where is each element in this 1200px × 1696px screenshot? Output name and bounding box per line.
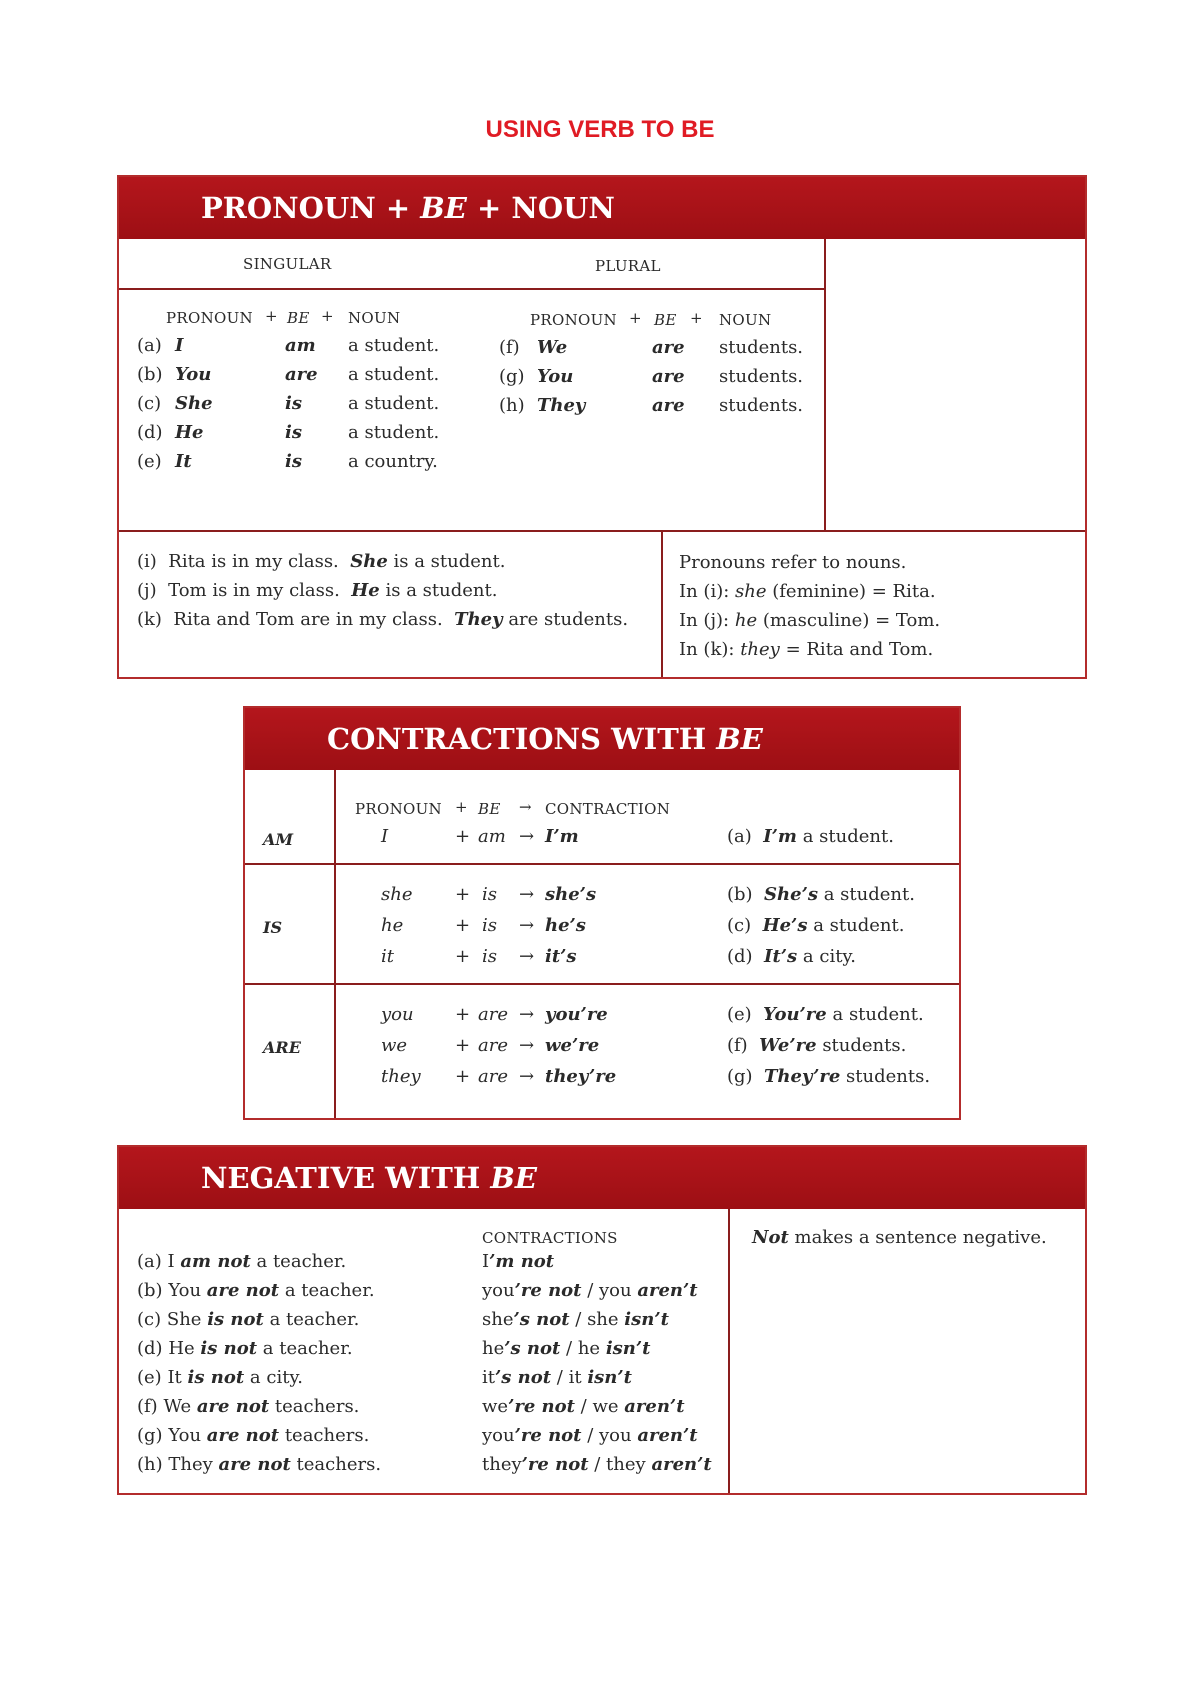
pronoun-be-noun-chart: PRONOUN + BE + NOUN SINGULAR PLURAL PRONOUN + BE + NOUN PRONOUN + BE + NOUN (a) I am a student. (b) You are a student. (c) She is a student. (d) He is a student. (e) It is a country. (f) We are students. (g) You are students. (h) They are students. (i) Rita is in my class. She is a student. (j) Tom is in my class. He is a student. (k) Rita and Tom are in my class. They are students. Pronouns refer to nouns. In (i): she (feminine) = Rita. In (j): he (masculine) = Tom. In (k): they = Rita and Tom. <box>117 175 1087 679</box>
col-head-be: BE <box>287 309 310 327</box>
col-head-pronoun: PRONOUN <box>166 309 253 327</box>
contractions-chart: CONTRACTIONS WITH BE PRONOUN + BE → CONTRACTION AM IS ARE I + am → I’m (a) I’m a student. she + is → she’s (b) She’s a student. he + is → he’s (c) He’s a student. it + is → it’s (d) It’s a city. you + are → you’re (e) You’re a student. we + are → we’re (f) We’re students. they + are → they’re (g) They’re students. <box>243 706 961 1120</box>
arrow-icon: → <box>519 884 535 905</box>
example-sentence: (k) Rita and Tom are in my class. They are students. <box>137 609 629 630</box>
note-text: Not makes a sentence negative. <box>752 1227 1047 1248</box>
col-head-plus: + <box>690 309 703 327</box>
group-label-am: AM <box>263 830 294 849</box>
contractions-label: CONTRACTIONS <box>482 1229 618 1247</box>
group-label-is: IS <box>263 918 283 937</box>
arrow-icon: → <box>519 915 535 936</box>
arrow-icon: → <box>519 798 532 816</box>
note-text: In (j): he (masculine) = Tom. <box>679 610 941 631</box>
arrow-icon: → <box>519 826 535 847</box>
example-sentence: (j) Tom is in my class. He is a student. <box>137 580 498 601</box>
col-head-be: BE <box>478 800 501 818</box>
col-head-plus: + <box>455 798 468 816</box>
note-text: Pronouns refer to nouns. <box>679 552 907 573</box>
section-header: PRONOUN + BE + NOUN <box>119 177 1085 239</box>
page-title: USING VERB TO BE <box>485 116 715 143</box>
negative-chart: NEGATIVE WITH BE CONTRACTIONS Not makes a sentence negative. (a) I am not a teacher. I’m not (b) You are not a teacher. you’re not / you aren’t (c) She is not a teacher. she’s not / she isn’t (d) He is not a teacher. he’s not / he isn’t (e) It is not a city. it’s not / it isn’t (f) We are not teachers. we’re not / we aren’t (g) You are not teachers. you’re not / you aren’t (h) They are not teachers. they’re not / they aren’t <box>117 1145 1087 1495</box>
note-text: In (i): she (feminine) = Rita. <box>679 581 936 602</box>
col-head-pronoun: PRONOUN <box>530 311 617 329</box>
singular-label: SINGULAR <box>243 255 332 273</box>
section-header: CONTRACTIONS WITH BE <box>245 708 959 770</box>
col-head-plus: + <box>265 307 278 325</box>
note-text: In (k): they = Rita and Tom. <box>679 639 934 660</box>
group-label-are: ARE <box>263 1038 301 1057</box>
col-head-contraction: CONTRACTION <box>545 800 671 818</box>
arrow-icon: → <box>519 1004 535 1025</box>
col-head-noun: NOUN <box>348 309 401 327</box>
col-head-noun: NOUN <box>719 311 772 329</box>
arrow-icon: → <box>519 946 535 967</box>
section-header: NEGATIVE WITH BE <box>119 1147 1085 1209</box>
arrow-icon: → <box>519 1035 535 1056</box>
col-head-be: BE <box>654 311 677 329</box>
col-head-pronoun: PRONOUN <box>355 800 442 818</box>
example-sentence: (i) Rita is in my class. She is a student. <box>137 551 506 572</box>
arrow-icon: → <box>519 1066 535 1087</box>
col-head-plus: + <box>629 309 642 327</box>
plural-label: PLURAL <box>595 257 661 275</box>
col-head-plus: + <box>321 307 334 325</box>
